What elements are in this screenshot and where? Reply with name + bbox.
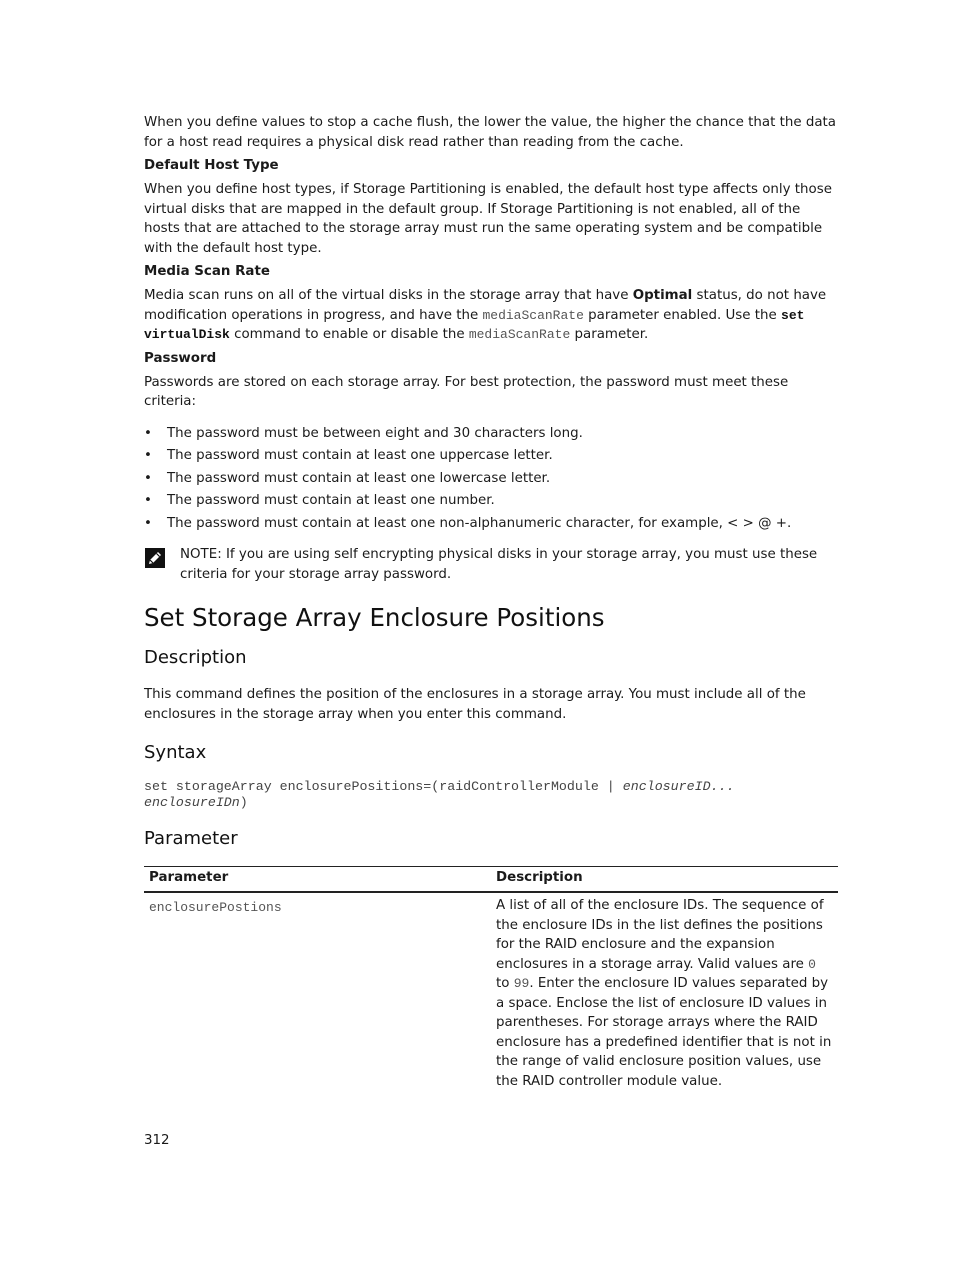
syntax-line-2-text: ) <box>239 795 248 810</box>
password-paragraph: Passwords are stored on each storage array. For best protection, the password must meet these criteria: <box>144 374 789 409</box>
table-header-description: Description <box>491 867 838 893</box>
list-item <box>144 491 838 511</box>
msr-param-2: mediaScanRate <box>468 327 571 342</box>
list-item <box>144 469 838 489</box>
table-header-row <box>144 867 838 893</box>
description-heading: Description <box>144 647 247 668</box>
parameter-heading: Parameter <box>144 828 238 849</box>
list-item <box>144 424 838 444</box>
document-page <box>144 113 838 1094</box>
list-item-text: The password must contain at least one uppercase letter. <box>167 448 553 463</box>
syntax-line-1-text: set storageArray enclosurePositions=(raidControllerModule | <box>144 779 623 794</box>
desc-value-max: 99 <box>513 976 530 991</box>
bullet-glyph: • <box>144 493 152 508</box>
default-host-type-paragraph: When you define host types, if Storage Partitioning is enabled, the default host type affects only those virtual disks that are mapped in the default group. If Storage Partitioning is not enabled, all of the hosts that are attached to the storage array must run the same operating system and be compatible with the default host type. <box>144 182 832 256</box>
list-item-text: The password must contain at least one lowercase letter. <box>167 470 551 486</box>
password-term: Password <box>144 350 217 366</box>
bullet-glyph: • <box>144 470 152 486</box>
page-number: 312 <box>144 1133 170 1148</box>
msr-text-4: command to enable or disable the <box>229 327 469 342</box>
msr-text-5: parameter. <box>570 327 649 342</box>
desc-text-3: . Enter the enclosure ID values separated by a space. Enclose the list of enclosure ID values in parentheses. For storage arrays where the RAID enclosure has a predefined identifier that is not in the range of valid enclosure position values, use the RAID controller module value. <box>496 976 832 1089</box>
msr-text-2: status, do not have modification operations in progress, and have the <box>144 288 827 323</box>
description-paragraph: This command defines the position of the enclosures in a storage array. You must include all of the enclosures in the storage array when you enter this command. <box>144 687 806 722</box>
table-cell-description <box>491 892 838 1094</box>
password-criteria-list <box>144 424 838 534</box>
syntax-line-2-italic: enclosureIDn <box>144 795 240 810</box>
note-body: If you are using self encrypting physical disks in your storage array, you must use these criteria for your storage array password. <box>180 547 818 582</box>
bullet-glyph: • <box>144 425 152 441</box>
table-header-parameter: Parameter <box>144 867 491 893</box>
media-scan-rate-paragraph <box>144 286 838 345</box>
media-scan-rate-term: Media Scan Rate <box>144 264 270 279</box>
syntax-line-2 <box>144 795 838 811</box>
list-item-text: The password must contain at least one non-alphanumeric character, for example, < > @ +. <box>167 515 792 531</box>
table-cell-parameter <box>144 892 491 1094</box>
desc-text-1: A list of all of the enclosure IDs. The sequence of the enclosure IDs in the list defines the positions for the RAID enclosure and the expansion enclosures in a storage array. Valid values are <box>496 898 824 972</box>
syntax-code-block <box>144 779 838 811</box>
bullet-glyph: • <box>144 515 152 531</box>
default-host-type-term: Default Host Type <box>144 158 279 173</box>
msr-optimal: Optimal <box>632 288 693 303</box>
table-row <box>144 892 838 1094</box>
note-text <box>180 545 838 584</box>
parameter-table <box>144 866 838 1094</box>
cache-flush-paragraph: When you define values to stop a cache flush, the lower the value, the higher the chance that the data for a host read requires a physical disk read rather than reading from the cache. <box>144 115 836 150</box>
param-name: enclosurePostions <box>149 900 282 915</box>
note-box <box>144 545 838 584</box>
note-label: NOTE: <box>180 547 222 562</box>
msr-text-1: Media scan runs on all of the virtual disks in the storage array that have <box>144 288 633 303</box>
syntax-heading: Syntax <box>144 742 207 763</box>
msr-param: mediaScanRate <box>482 307 584 323</box>
syntax-line-1-italic: enclosureID... <box>622 779 735 794</box>
syntax-line-1 <box>144 779 838 795</box>
msr-command: set virtualDisk <box>144 307 805 342</box>
list-item-text: The password must contain at least one number. <box>167 493 495 508</box>
msr-text-3: parameter enabled. Use the <box>583 307 782 323</box>
bullet-glyph: • <box>144 448 152 463</box>
note-pencil-icon <box>144 547 170 584</box>
list-item <box>144 514 838 534</box>
list-item-text: The password must be between eight and 30 characters long. <box>167 425 583 441</box>
desc-value-min: 0 <box>808 956 816 972</box>
desc-text-2: to <box>496 976 514 991</box>
list-item <box>144 446 838 466</box>
section-title: Set Storage Array Enclosure Positions <box>144 603 605 632</box>
